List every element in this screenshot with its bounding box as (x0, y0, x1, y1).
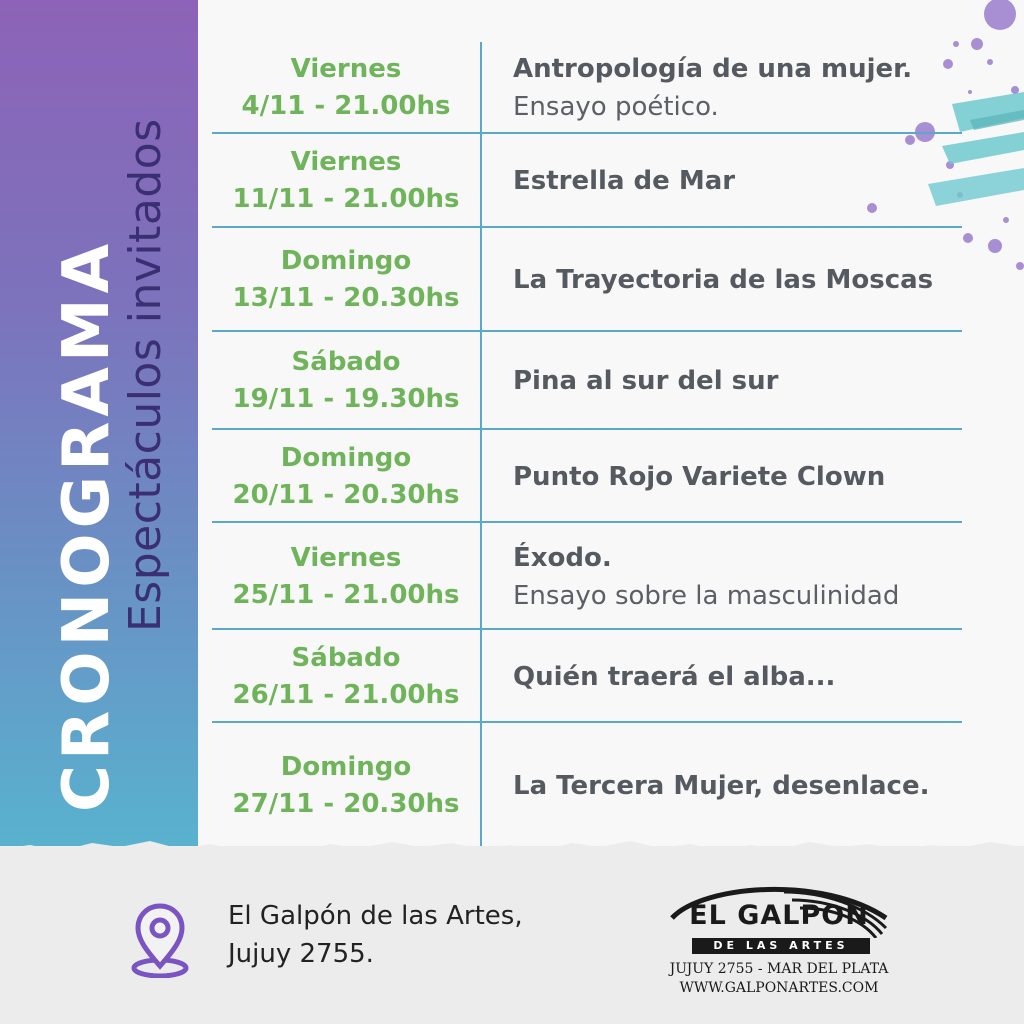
show-title: Éxodo. (513, 543, 612, 573)
schedule-datetime: 20/11 - 20.30hs (232, 480, 460, 510)
schedule-day: Domingo (280, 246, 412, 276)
schedule-row (212, 228, 962, 332)
schedule-show (513, 767, 963, 805)
logo-website[interactable]: WWW.GALPONARTES.COM (679, 980, 879, 996)
logo-contact (664, 960, 894, 998)
schedule-day: Domingo (280, 443, 412, 473)
schedule-date (212, 440, 480, 514)
schedule-show (513, 458, 963, 496)
schedule-day: Viernes (290, 54, 402, 84)
schedule-show (513, 362, 963, 400)
schedule-day: Viernes (290, 147, 402, 177)
schedule-row (212, 134, 962, 228)
show-title: Quién traerá el alba... (513, 662, 836, 692)
show-title: Punto Rojo Variete Clown (513, 462, 886, 492)
schedule-show (513, 658, 963, 696)
venue-address (228, 897, 523, 973)
schedule-date (212, 640, 480, 714)
schedule-row (212, 430, 962, 523)
schedule-row (212, 723, 962, 848)
schedule-show (513, 50, 963, 126)
show-title: La Trayectoria de las Moscas (513, 265, 934, 295)
schedule-day: Sábado (291, 347, 401, 377)
schedule-datetime: 27/11 - 20.30hs (232, 789, 460, 819)
schedule-date (212, 243, 480, 317)
venue-street-line: Jujuy 2755. (228, 939, 374, 969)
schedule-date (212, 144, 480, 218)
show-title: Estrella de Mar (513, 166, 736, 196)
show-title: Antropología de una mujer. (513, 54, 913, 84)
schedule-row (212, 630, 962, 723)
show-title: La Tercera Mujer, desenlace. (513, 771, 930, 801)
schedule-day: Sábado (291, 643, 401, 673)
show-title: Pina al sur del sur (513, 366, 779, 396)
schedule-show (513, 162, 963, 200)
schedule-date (212, 540, 480, 614)
schedule-date (212, 749, 480, 823)
schedule-show (513, 539, 963, 615)
logo-name: EL GALPON (689, 900, 869, 931)
schedule-datetime: 26/11 - 21.00hs (232, 680, 460, 710)
schedule-row (212, 523, 962, 630)
schedule-day: Domingo (280, 752, 412, 782)
galpon-logo (664, 878, 894, 1008)
schedule-datetime: 25/11 - 21.00hs (232, 580, 460, 610)
logo-address: JUJUY 2755 - MAR DEL PLATA (669, 961, 889, 977)
schedule-row (212, 332, 962, 430)
show-subtitle: Ensayo sobre la masculinidad (513, 581, 900, 611)
schedule-datetime: 11/11 - 21.00hs (232, 184, 460, 214)
show-subtitle: Ensayo poético. (513, 92, 719, 122)
logo-band: DE LAS ARTES (692, 938, 870, 954)
venue-name-line: El Galpón de las Artes, (228, 901, 523, 931)
schedule-row (212, 42, 962, 134)
schedule-date (212, 51, 480, 125)
schedule-datetime: 13/11 - 20.30hs (232, 283, 460, 313)
schedule-date (212, 344, 480, 418)
schedule-day: Viernes (290, 543, 402, 573)
cronograma-title: CRONOGRAMA (50, 238, 124, 812)
espectaculos-subtitle: Espectáculos invitados (120, 118, 171, 632)
schedule-datetime: 19/11 - 19.30hs (232, 384, 460, 414)
location-pin-icon (130, 902, 190, 978)
schedule-datetime: 4/11 - 21.00hs (241, 91, 451, 121)
schedule-show (513, 261, 963, 299)
vertical-title (0, 0, 198, 856)
